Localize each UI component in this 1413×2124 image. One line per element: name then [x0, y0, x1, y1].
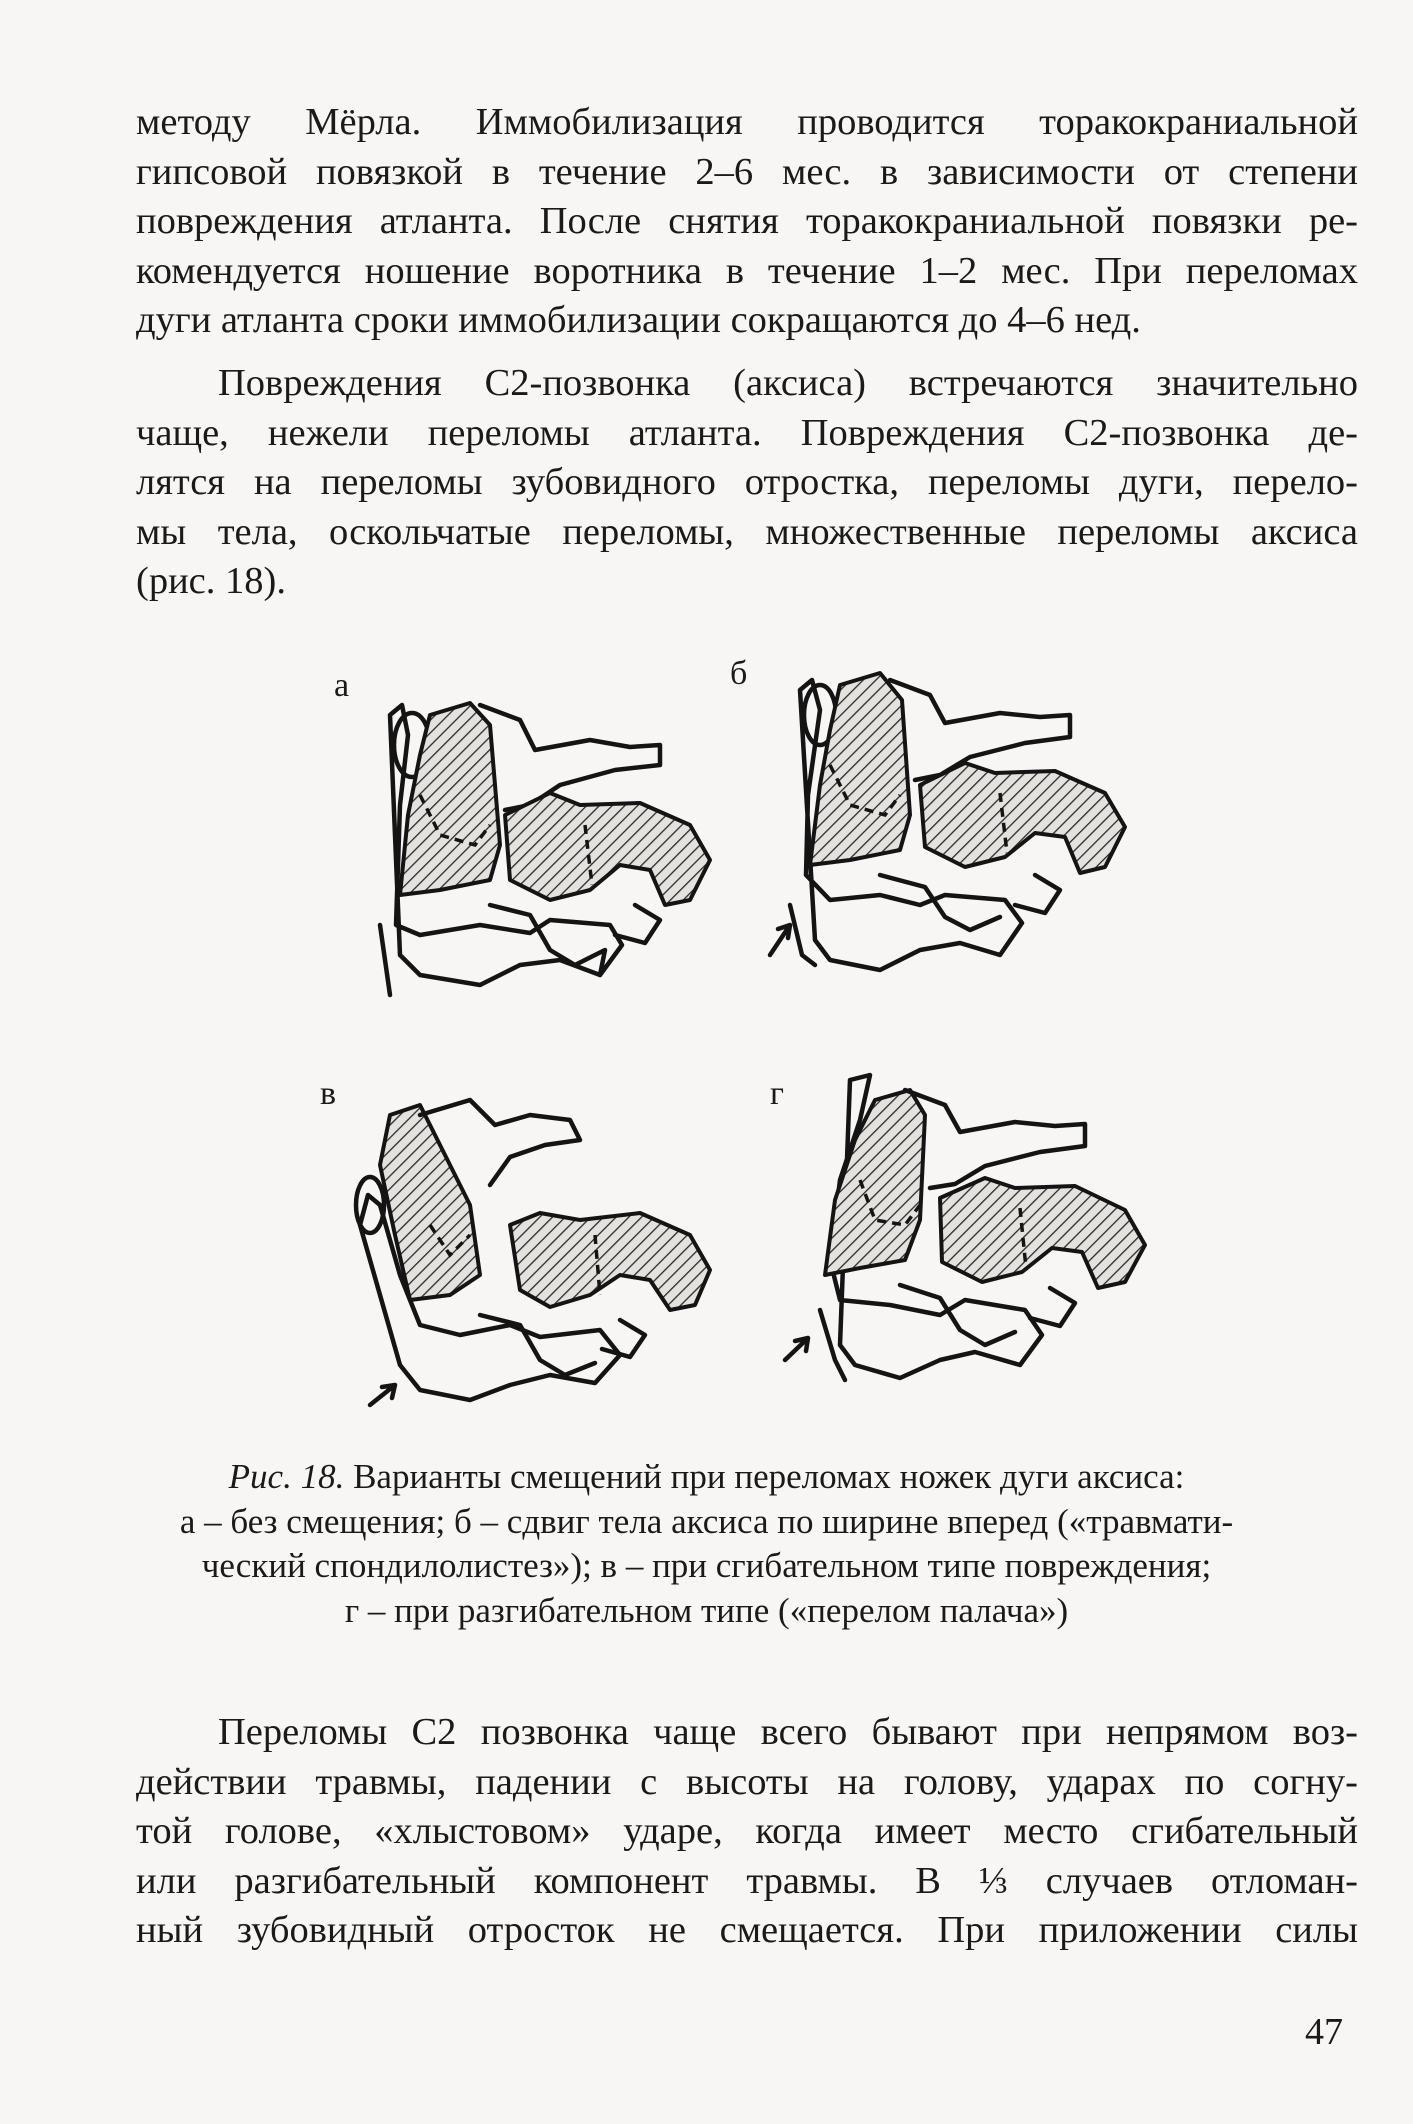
vertebra-panel-c [340, 1085, 780, 1425]
text-line: действии травмы, падении с высоты на голову, ударах по согну- [136, 1760, 1358, 1803]
text-line: чаще, нежели переломы атланта. Повреждения С2-позвонка де- [136, 411, 1358, 454]
figure-caption [120, 1455, 1293, 1633]
caption-line-4: г – при разгибательном типе («перелом палача») [344, 1590, 1069, 1630]
text-line: (рис. 18). [136, 560, 286, 602]
text-line: повреждения атланта. После снятия торакокраниальной повязки ре- [136, 200, 1358, 242]
text-line: Переломы С2 позвонка чаще всего бывают при непрямом воз- [218, 1711, 1358, 1753]
panel-label-c: в [320, 1075, 337, 1112]
vertebra-panel-b [760, 655, 1200, 995]
text-line: комендуется ношение воротника в течение 1–2 мес. При переломах [136, 249, 1358, 292]
text-line: мы тела, оскольчатые переломы, множественные переломы аксиса [136, 510, 1358, 553]
vertebra-panel-a [360, 675, 800, 1015]
text-line: ный зубовидный отросток не смещается. При приложении силы [136, 1909, 1358, 1951]
vertebra-drawing-b [760, 655, 1200, 995]
panel-label-d: г [770, 1075, 784, 1112]
text-line: дуги атланта сроки иммобилизации сокращаются до 4–6 нед. [136, 299, 1141, 341]
text-line: Повреждения С2-позвонка (аксиса) встречаются значительно [218, 362, 1358, 404]
panel-label-a: а [334, 667, 350, 704]
paragraph-2 [136, 359, 1358, 607]
page-number: 47 [1305, 2011, 1343, 2053]
vertebra-drawing-c [340, 1085, 780, 1425]
panel-label-b: б [730, 655, 748, 692]
figure-reference: Рис. 18. [228, 1457, 345, 1496]
caption-line-2: а – без смещения; б – сдвиг тела аксиса по ширине вперед («травмати- [179, 1501, 1234, 1541]
text-line: методу Мёрла. Иммобилизация проводится торакокраниальной [136, 101, 1358, 143]
paragraph-1 [136, 98, 1358, 346]
caption-line-3: ческий спондилолистез»); в – при сгибательном типе повреждения; [201, 1546, 1212, 1585]
caption-text: Варианты смещений при переломах ножек дуги аксиса: [344, 1457, 1185, 1496]
vertebra-panel-d [780, 1060, 1220, 1400]
paragraph-3 [136, 1708, 1358, 1956]
vertebra-drawing-a [360, 675, 800, 1015]
text-line: лятся на переломы зубовидного отростка, переломы дуги, перело- [136, 461, 1358, 503]
caption-line-1 [120, 1455, 1293, 1500]
text-line: гипсовой повязкой в течение 2–6 мес. в зависимости от степени [136, 150, 1358, 193]
vertebra-drawing-d [780, 1060, 1220, 1400]
text-line: или разгибательный компонент травмы. В ⅓ случаев отломан- [136, 1859, 1358, 1902]
figure-18 [300, 655, 1220, 1435]
text-line: той голове, «хлыстовом» ударе, когда имеет место сгибательный [136, 1810, 1358, 1852]
